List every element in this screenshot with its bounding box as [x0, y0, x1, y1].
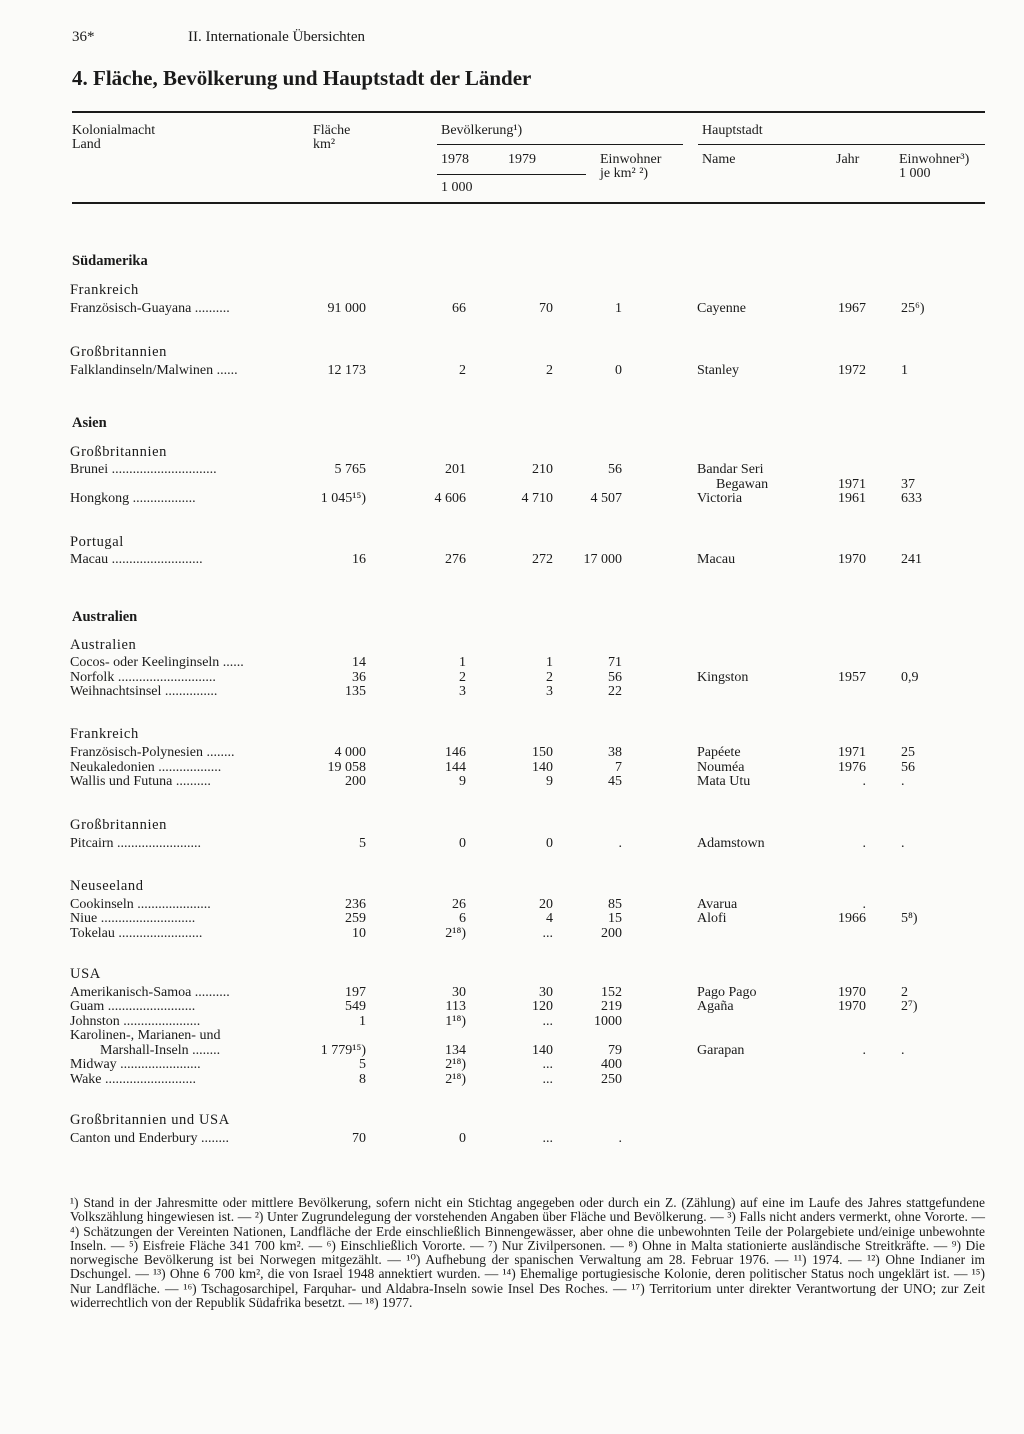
cell-area: 19 058 — [327, 760, 366, 775]
cell-p1979: 70 — [539, 301, 553, 316]
cell-density: 152 — [601, 985, 622, 1000]
cell-area: 70 — [352, 1131, 366, 1146]
cell-density: 71 — [608, 655, 622, 670]
col-density: Einwohner — [600, 152, 662, 167]
capital-name: Nouméa — [697, 760, 745, 775]
cell-area: 1 779¹⁵) — [320, 1043, 366, 1058]
cell-density: 1000 — [594, 1014, 622, 1029]
country-name: Cookinseln ..................... — [70, 897, 211, 912]
col-area-unit: km² — [313, 137, 336, 152]
cell-area: 5 — [359, 1057, 366, 1072]
leader-dots: .......... — [191, 985, 230, 1000]
capital-name: Victoria — [697, 491, 743, 506]
cell-density: 400 — [601, 1057, 622, 1072]
cell-p1979: 272 — [532, 552, 553, 567]
col-capital-pop-unit: 1 000 — [899, 166, 931, 181]
cell-p1978: 26 — [452, 897, 466, 912]
capital-population: 1 — [901, 363, 908, 378]
cell-p1979: 150 — [532, 745, 553, 760]
colonial-power-heading: Frankreich — [70, 726, 139, 742]
cell-p1979: ... — [542, 1057, 553, 1072]
col-population: Bevölkerung¹) — [441, 123, 523, 138]
country-name: Französisch-Polynesien ........ — [70, 745, 235, 760]
country-name: Französisch-Guayana .......... — [70, 301, 230, 316]
col-capital: Hauptstadt — [702, 123, 763, 138]
capital-population: . — [901, 1043, 905, 1058]
cell-area: 4 000 — [334, 745, 366, 760]
capital-name: Mata Utu — [697, 774, 751, 789]
region-heading: Australien — [72, 609, 138, 625]
capital-name: Papéete — [697, 745, 741, 760]
capital-population: 2⁷) — [901, 999, 918, 1014]
cell-density: 85 — [608, 897, 622, 912]
cell-p1979: 4 — [546, 911, 553, 926]
colonial-power-heading: USA — [70, 966, 101, 982]
country-name: Weihnachtsinsel ............... — [70, 684, 218, 699]
header-bottom-rule — [72, 202, 985, 204]
cell-cap-year: . — [862, 774, 866, 789]
capital-population: 241 — [901, 552, 922, 567]
cell-p1978: 2 — [459, 363, 466, 378]
cell-p1978: 144 — [445, 760, 466, 775]
leader-dots: .......... — [191, 301, 230, 316]
country-name: Cocos- oder Keelinginseln ...... — [70, 655, 244, 670]
cell-p1978: 2 — [459, 670, 466, 685]
page-number: 36* — [72, 29, 95, 45]
leader-dots: ........................ — [114, 926, 203, 941]
cell-density: 56 — [608, 462, 622, 477]
country-name: Neukaledonien .................. — [70, 760, 222, 775]
capital-name: Bandar Seri — [697, 462, 764, 477]
cell-area: 549 — [345, 999, 366, 1014]
col-year-1978: 1978 — [441, 152, 469, 167]
colonial-power-heading: Großbritannien — [70, 817, 167, 833]
cell-area: 10 — [352, 926, 366, 941]
cell-cap-year: 1957 — [838, 670, 866, 685]
cell-cap-year: 1970 — [838, 985, 866, 1000]
colonial-power-heading: Großbritannien und USA — [70, 1112, 230, 1128]
cell-area: 91 000 — [327, 301, 366, 316]
col-capital-year: Jahr — [836, 152, 860, 167]
year-rule — [437, 174, 586, 175]
cell-area: 16 — [352, 552, 366, 567]
cell-density: 219 — [601, 999, 622, 1014]
footnotes — [70, 1196, 985, 1310]
country-name: Brunei .............................. — [70, 462, 217, 477]
cell-p1979: 140 — [532, 760, 553, 775]
country-name: Johnston ...................... — [70, 1014, 201, 1029]
cell-p1978: 146 — [445, 745, 466, 760]
cell-density: . — [618, 1131, 622, 1146]
cell-cap-year: 1961 — [838, 491, 866, 506]
cell-density: 17 000 — [583, 552, 622, 567]
leader-dots: .......................... — [108, 552, 203, 567]
col-density-unit: je km² ²) — [600, 166, 649, 181]
country-name: Hongkong .................. — [70, 491, 196, 506]
leader-dots: ............................ — [114, 670, 216, 685]
cell-cap-year: 1976 — [838, 760, 866, 775]
cell-area: 197 — [345, 985, 366, 1000]
leader-dots: .......................... — [101, 1072, 197, 1087]
cell-p1978: 2¹⁸) — [445, 1072, 466, 1087]
country-name: Wallis und Futuna .......... — [70, 774, 211, 789]
country-name: Karolinen-, Marianen- und — [70, 1028, 221, 1043]
leader-dots: ........................... — [97, 911, 196, 926]
cell-area: 5 — [359, 836, 366, 851]
col-capital-pop: Einwohner³) — [899, 152, 970, 167]
colonial-power-heading: Frankreich — [70, 282, 139, 298]
cell-density: 38 — [608, 745, 622, 760]
cell-area: 12 173 — [327, 363, 366, 378]
cell-p1979: 9 — [546, 774, 553, 789]
leader-dots: .................. — [129, 491, 196, 506]
cell-cap-year: 1971 — [838, 477, 866, 492]
colonial-power-heading: Portugal — [70, 534, 124, 550]
cell-cap-year: 1971 — [838, 745, 866, 760]
capital-name: Begawan — [716, 477, 769, 492]
cell-p1978: 113 — [445, 999, 466, 1014]
leader-dots: .............................. — [108, 462, 217, 477]
capital-name: Agaña — [697, 999, 734, 1014]
country-name: Norfolk ............................ — [70, 670, 216, 685]
col-country: Land — [72, 137, 101, 152]
colonial-power-heading: Neuseeland — [70, 878, 144, 894]
cell-p1978: 201 — [445, 462, 466, 477]
cell-p1978: 0 — [459, 836, 466, 851]
cell-p1978: 276 — [445, 552, 466, 567]
cell-p1979: ... — [542, 1072, 553, 1087]
cell-cap-year: 1966 — [838, 911, 866, 926]
cell-cap-year: 1970 — [838, 999, 866, 1014]
capital-population: 5⁸) — [901, 911, 918, 926]
country-name: Falklandinseln/Malwinen ...... — [70, 363, 238, 378]
top-rule — [72, 111, 985, 113]
country-name: Niue ........................... — [70, 911, 196, 926]
region-heading: Südamerika — [72, 253, 148, 269]
leader-dots: .................. — [154, 760, 222, 775]
cell-p1979: 0 — [546, 836, 553, 851]
cell-density: 1 — [615, 301, 622, 316]
capital-name: Pago Pago — [697, 985, 757, 1000]
colonial-power-heading: Großbritannien — [70, 444, 167, 460]
cell-area: 8 — [359, 1072, 366, 1087]
population-rule — [437, 144, 683, 145]
country-name: Midway ....................... — [70, 1057, 201, 1072]
cell-p1978: 6 — [459, 911, 466, 926]
cell-p1979: ... — [542, 1014, 553, 1029]
cell-cap-year: . — [862, 897, 866, 912]
colonial-power-heading: Australien — [70, 637, 137, 653]
cell-p1978: 4 606 — [434, 491, 466, 506]
capital-population: 25 — [901, 745, 915, 760]
footnote-text: ¹) Stand in der Jahresmitte oder mittlere Bevölkerung, sofern nicht ein Stichtag angegeben oder durch ein Z. (Zählung) auf eine im Laufe des Jahres stattgefundene Volkszählung hingewiesen ist. — ²) Unter Zugrundelegung der vorstehenden Angaben über Fläche und Bevölkerung. — ³) Falls nicht anders vermerkt, ohne Vororte. — ⁴) Schätzungen der Vereinten Nationen, Landfläche der Erde einschließlich Binnengewässer, aber ohne die unbewohnten Teile der Polargebiete und/einige unbewohnte Inseln. — ⁵) Eisfreie Fläche 341 700 km². — ⁶) Einschließlich Vororte. — ⁷) Nur Zivilpersonen. — ⁸) Ohne in Malta stationierte ausländische Streitkräfte. — ⁹) Die norwegische Bevölkerung ist bei Norwegen mitgezählt. — ¹⁰) Aufhebung der spanischen Verwaltung am 28. Februar 1976. — ¹¹) 1974. — ¹²) Ohne Indianer im Dschungel. — ¹³) Ohne 6 700 km², die von Israel 1948 annektiert wurden. — ¹⁴) Ehemalige portugiesische Kolonie, deren politischer Status noch ungeklärt ist. — ¹⁵) Nur Landfläche. — ¹⁶) Tschagosarchipel, Farquhar- und Aldabra-Inseln sowie Insel Des Roches. — ¹⁷) Territorium unter direkter Verantwortung der UNO; zur Zeit widerrechtlich von der Republik Südafrika besetzt. — ¹⁸) 1977. — [70, 1195, 985, 1311]
cell-area: 1 045¹⁵) — [320, 491, 366, 506]
country-name: Amerikanisch-Samoa .......... — [70, 985, 230, 1000]
country-name: Marshall-Inseln ........ — [100, 1043, 221, 1058]
capital-name: Stanley — [697, 363, 739, 378]
col-area: Fläche — [313, 123, 351, 138]
cell-area: 5 765 — [334, 462, 366, 477]
leader-dots: ...... — [213, 363, 238, 378]
cell-density: 15 — [608, 911, 622, 926]
country-name: Tokelau ........................ — [70, 926, 203, 941]
cell-density: 4 507 — [590, 491, 622, 506]
capital-name: Kingston — [697, 670, 749, 685]
cell-area: 236 — [345, 897, 366, 912]
cell-p1979: 120 — [532, 999, 553, 1014]
cell-p1979: 20 — [539, 897, 553, 912]
col-colonial-power: Kolonialmacht — [72, 123, 156, 138]
cell-p1979: 140 — [532, 1043, 553, 1058]
cell-p1979: 1 — [546, 655, 553, 670]
cell-p1979: 210 — [532, 462, 553, 477]
section-title: II. Internationale Übersichten — [188, 29, 366, 45]
cell-p1978: 2¹⁸) — [445, 926, 466, 941]
cell-p1978: 30 — [452, 985, 466, 1000]
capital-rule — [698, 144, 985, 145]
cell-p1978: 1¹⁸) — [445, 1014, 466, 1029]
cell-p1979: ... — [542, 1131, 553, 1146]
country-name: Macau .......................... — [70, 552, 203, 567]
cell-p1979: ... — [542, 926, 553, 941]
cell-area: 14 — [352, 655, 366, 670]
leader-dots: ...................... — [119, 1014, 201, 1029]
capital-name: Garapan — [697, 1043, 745, 1058]
cell-cap-year: 1972 — [838, 363, 866, 378]
cell-density: 250 — [601, 1072, 622, 1087]
capital-name: Cayenne — [697, 301, 746, 316]
cell-density: 22 — [608, 684, 622, 699]
colonial-power-heading: Großbritannien — [70, 344, 167, 360]
cell-p1978: 0 — [459, 1131, 466, 1146]
cell-cap-year: 1970 — [838, 552, 866, 567]
cell-cap-year: 1967 — [838, 301, 866, 316]
capital-population: 0,9 — [901, 670, 919, 685]
capital-population: . — [901, 774, 905, 789]
cell-density: 0 — [615, 363, 622, 378]
page-title: 4. Fläche, Bevölkerung und Hauptstadt der Länder — [72, 66, 532, 90]
cell-p1979: 30 — [539, 985, 553, 1000]
cell-p1978: 3 — [459, 684, 466, 699]
capital-population: . — [901, 836, 905, 851]
cell-p1978: 9 — [459, 774, 466, 789]
cell-density: 45 — [608, 774, 622, 789]
capital-population: 633 — [901, 491, 922, 506]
col-capital-name: Name — [702, 152, 736, 167]
cell-density: 7 — [615, 760, 622, 775]
cell-density: 200 — [601, 926, 622, 941]
cell-density: 79 — [608, 1043, 622, 1058]
capital-population: 37 — [901, 477, 915, 492]
cell-cap-year: . — [862, 836, 866, 851]
col-pop-unit: 1 000 — [441, 180, 473, 195]
leader-dots: ............... — [161, 684, 218, 699]
region-heading: Asien — [72, 415, 107, 431]
capital-name: Alofi — [697, 911, 727, 926]
cell-area: 36 — [352, 670, 366, 685]
country-name: Canton und Enderbury ........ — [70, 1131, 230, 1146]
leader-dots: ......................... — [104, 999, 196, 1014]
leader-dots: .......... — [172, 774, 211, 789]
cell-area: 259 — [345, 911, 366, 926]
leader-dots: ........ — [188, 1043, 221, 1058]
cell-area: 135 — [345, 684, 366, 699]
capital-name: Adamstown — [697, 836, 765, 851]
capital-population: 2 — [901, 985, 908, 1000]
cell-area: 200 — [345, 774, 366, 789]
col-year-1979: 1979 — [508, 152, 536, 167]
cell-p1979: 3 — [546, 684, 553, 699]
cell-p1978: 66 — [452, 301, 466, 316]
country-name: Pitcairn ........................ — [70, 836, 202, 851]
cell-p1978: 1 — [459, 655, 466, 670]
cell-p1979: 4 710 — [521, 491, 553, 506]
cell-area: 1 — [359, 1014, 366, 1029]
country-name: Wake .......................... — [70, 1072, 197, 1087]
leader-dots: ..................... — [133, 897, 211, 912]
cell-p1978: 134 — [445, 1043, 466, 1058]
leader-dots: ....................... — [116, 1057, 201, 1072]
capital-name: Macau — [697, 552, 736, 567]
country-name: Guam ......................... — [70, 999, 196, 1014]
capital-name: Avarua — [697, 897, 738, 912]
cell-density: . — [618, 836, 622, 851]
cell-cap-year: . — [862, 1043, 866, 1058]
cell-density: 56 — [608, 670, 622, 685]
leader-dots: ........ — [202, 745, 235, 760]
capital-population: 25⁶) — [901, 301, 925, 316]
cell-p1978: 2¹⁸) — [445, 1057, 466, 1072]
cell-p1979: 2 — [546, 363, 553, 378]
cell-p1979: 2 — [546, 670, 553, 685]
leader-dots: ........ — [197, 1131, 230, 1146]
capital-population: 56 — [901, 760, 915, 775]
leader-dots: ........................ — [113, 836, 202, 851]
leader-dots: ...... — [219, 655, 244, 670]
